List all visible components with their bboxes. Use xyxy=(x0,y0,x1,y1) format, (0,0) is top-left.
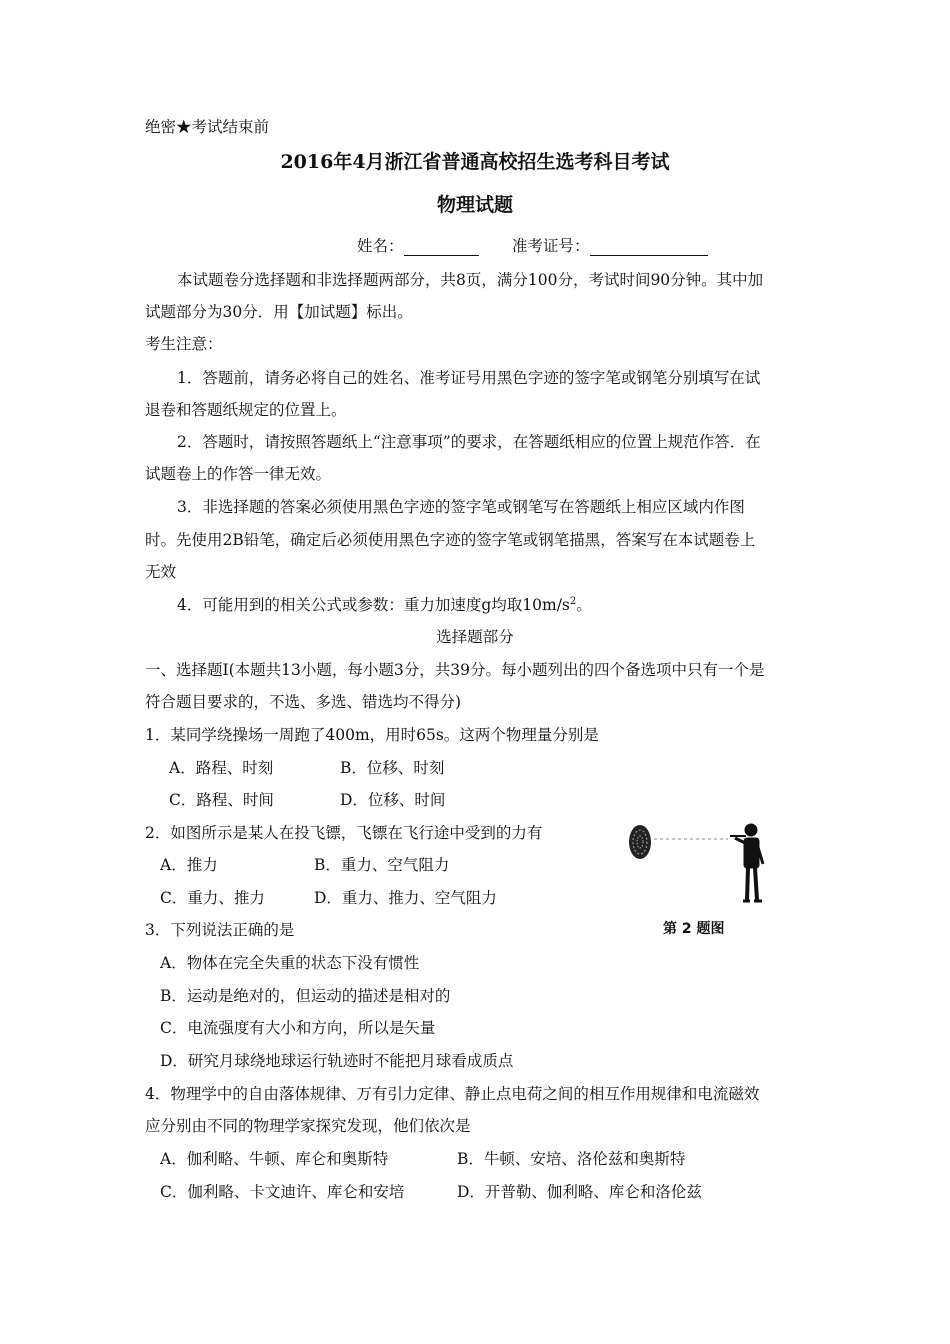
q2-stem: 2．如图所示是某人在投飞镖，飞镖在飞行途中受到的力有 xyxy=(145,824,543,842)
notice-3b: 时。先使用2B铅笔，确定后必须使用黑色字迹的签字笔或钢笔描黑，答案写在本试题卷上 xyxy=(145,531,756,549)
notice-heading: 考生注意： xyxy=(145,335,223,353)
notice-1a: 1．答题前，请务必将自己的姓名、准考证号用黑色字迹的签字笔或钢笔分别填写在试 xyxy=(177,369,761,387)
id-field xyxy=(512,236,708,256)
q2-option-c: C．重力、推力 xyxy=(160,889,265,907)
notice-4-sup: 2 xyxy=(569,595,577,607)
q4-stem-a: 4．物理学中的自由落体规律、万有引力定律、静止点电荷之间的相互作用规律和电流磁效 xyxy=(145,1085,760,1103)
q3-option-b: B．运动是绝对的，但运动的描述是相对的 xyxy=(160,987,451,1005)
q4-option-c: C．伽利略、卡文迪许、库仑和安培 xyxy=(160,1183,405,1201)
notice-1b: 退卷和答题纸规定的位置上。 xyxy=(145,401,347,419)
notice-4-suffix: 。 xyxy=(576,596,592,614)
q2-option-a: A．推力 xyxy=(160,856,218,874)
notice-4-prefix: 4．可能用到的相关公式或参数：重力加速度g均取10m/s xyxy=(177,596,570,614)
figure-caption: 第 2 题图 xyxy=(663,921,725,937)
q1-option-a: A．路程、时刻 xyxy=(169,759,274,777)
name-field xyxy=(357,236,479,256)
q2-option-d: D．重力、推力、空气阻力 xyxy=(314,889,497,907)
q1-option-b: B．位移、时刻 xyxy=(340,759,445,777)
section-heading-b: 符合题目要求的，不选、多选、错选均不得分) xyxy=(145,693,462,711)
q3-stem: 3．下列说法正确的是 xyxy=(145,921,295,939)
id-label: 准考证号： xyxy=(512,237,590,255)
intro-line-1: 本试题卷分选择题和非选择题两部分，共8页，满分100分，考试时间90分钟。其中加 xyxy=(177,271,764,289)
intro-line-2: 试题部分为30分．用【加试题】标出。 xyxy=(145,303,413,321)
notice-4 xyxy=(177,595,592,615)
name-blank xyxy=(404,239,479,256)
subject-title: 物理试题 xyxy=(436,194,513,216)
dartboard-icon xyxy=(629,825,651,859)
name-label: 姓名： xyxy=(357,237,404,255)
q4-option-a: A．伽利略、牛顿、库仑和奥斯特 xyxy=(160,1150,389,1168)
q4-option-d: D．开普勒、伽利略、库仑和洛伦兹 xyxy=(457,1183,702,1201)
q4-stem-b: 应分别由不同的物理学家探究发现，他们依次是 xyxy=(145,1117,471,1135)
notice-2b: 试题卷上的作答一律无效。 xyxy=(145,465,332,483)
q4-option-b: B．牛顿、安培、洛伦兹和奥斯特 xyxy=(457,1150,686,1168)
notice-2a: 2．答题时，请按照答题纸上“注意事项”的要求，在答题纸相应的位置上规范作答．在 xyxy=(177,433,761,451)
q3-option-d: D．研究月球绕地球运行轨迹时不能把月球看成质点 xyxy=(160,1052,514,1070)
q1-option-c: C．路程、时间 xyxy=(169,791,274,809)
q1-stem: 1．某同学绕操场一周跑了400m，用时65s。这两个物理量分别是 xyxy=(145,726,599,744)
section-heading-a: 一、选择题I(本题共13小题，每小题3分，共39分。每小题列出的四个备选项中只有一个是 xyxy=(145,661,765,679)
exam-title: 2016年4月浙江省普通高校招生选考科目考试 xyxy=(280,151,670,173)
q1-option-d: D．位移、时间 xyxy=(340,791,446,809)
confidential-label: 绝密★考试结束前 xyxy=(145,118,270,136)
q3-option-a: A．物体在完全失重的状态下没有惯性 xyxy=(160,954,420,972)
section-title: 选择题部分 xyxy=(436,628,514,646)
q3-option-c: C．电流强度有大小和方向，所以是矢量 xyxy=(160,1019,436,1037)
id-blank xyxy=(590,239,708,256)
person-icon xyxy=(730,824,763,901)
notice-3c: 无效 xyxy=(145,563,177,581)
q2-option-b: B．重力、空气阻力 xyxy=(314,856,450,874)
notice-3a: 3．非选择题的答案必须使用黑色字迹的签字笔或钢笔写在答题纸上相应区域内作图 xyxy=(177,498,745,516)
